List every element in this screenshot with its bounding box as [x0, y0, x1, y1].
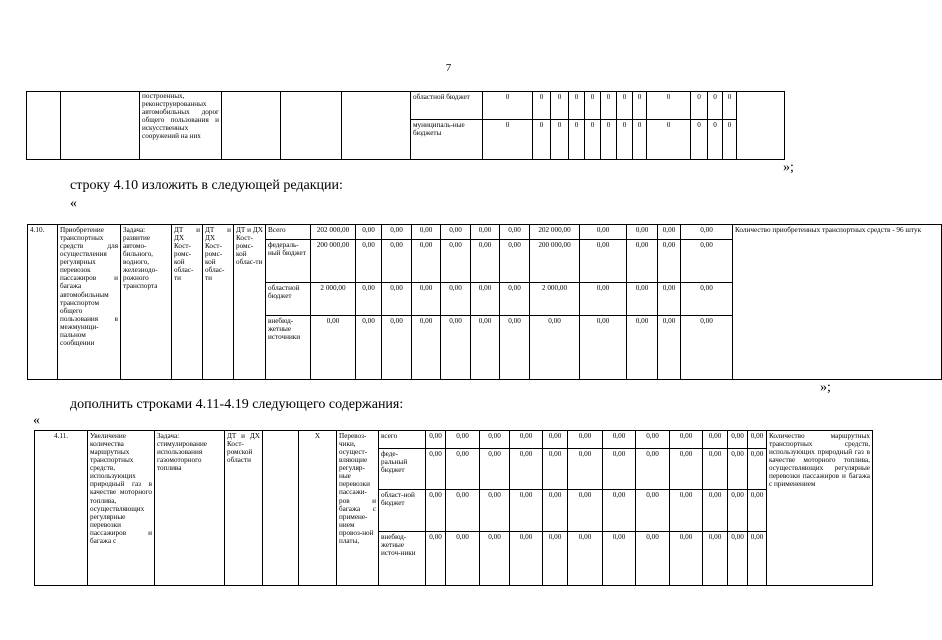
activity-name: Увеличение количества маршрутных транспортных средств, использующих природный газ в качестве моторного топлива, осуществляющих регулярные перевозки пассажиров и багажа с — [88, 431, 155, 586]
value-cell: 0,00 — [580, 283, 627, 316]
value-cell: 0,00 — [311, 316, 356, 380]
value-cell: 0 — [647, 120, 691, 160]
value-cell: 0 — [585, 120, 601, 160]
value-cell: 0,00 — [412, 283, 441, 316]
value-cell: 0,00 — [748, 431, 767, 449]
value-cell: 0,00 — [568, 449, 603, 490]
cell-empty — [737, 92, 785, 160]
cell-empty — [27, 92, 61, 160]
opening-quote: « — [33, 413, 40, 428]
value-cell: 0,00 — [658, 316, 681, 380]
value-cell: 0,00 — [356, 225, 382, 240]
value-cell: 0 — [483, 120, 533, 160]
value-cell: 0 — [533, 120, 551, 160]
value-cell: 0,00 — [658, 283, 681, 316]
value-cell: 0 — [533, 92, 551, 120]
value-cell: 0,00 — [412, 225, 441, 240]
cell-empty — [263, 431, 299, 586]
value-cell: 0,00 — [703, 449, 728, 490]
value-cell: 0,00 — [568, 431, 603, 449]
value-cell: 0,00 — [603, 532, 636, 586]
task-text: Задача: стимулирование использования газомоторного топлива — [155, 431, 225, 586]
value-cell: 0 — [617, 92, 633, 120]
value-cell: 0,00 — [480, 532, 510, 586]
value-cell: 0,00 — [426, 532, 446, 586]
value-cell: 0,00 — [748, 532, 767, 586]
value-cell: 0,00 — [670, 532, 703, 586]
value-cell: 0,00 — [627, 283, 658, 316]
value-cell: 0,00 — [426, 449, 446, 490]
value-cell: 0,00 — [627, 316, 658, 380]
cell-empty — [281, 92, 342, 160]
value-cell: 0,00 — [543, 449, 568, 490]
value-cell: 2 000,00 — [311, 283, 356, 316]
value-cell: 0 — [633, 120, 647, 160]
value-cell: 0,00 — [530, 316, 580, 380]
table-row-4-11 — [34, 430, 873, 586]
funding-source: областной бюджет — [411, 92, 483, 120]
value-cell: 200 000,00 — [311, 240, 356, 283]
value-cell: 0,00 — [480, 449, 510, 490]
value-cell: 0,00 — [480, 490, 510, 532]
value-cell: 0,00 — [441, 240, 471, 283]
task-text: Задача: развитие автомо-бильного, водного, железнодо-рожного транспорта — [121, 225, 172, 380]
value-cell: 0,00 — [543, 431, 568, 449]
value-cell: 0,00 — [636, 431, 670, 449]
value-cell: 0,00 — [446, 490, 480, 532]
value-cell: 0,00 — [681, 240, 733, 283]
indicator-text: построенных, реконструированных автомобильных дорог общего пользования и искусственных сооружений на них — [140, 92, 222, 160]
value-cell: 0,00 — [580, 240, 627, 283]
value-cell: 0,00 — [382, 225, 412, 240]
value-cell: 0 — [691, 120, 708, 160]
funding-source: Всего — [266, 225, 311, 240]
row-number: 4.10. — [28, 225, 58, 380]
value-cell: 0 — [708, 120, 723, 160]
value-cell: 0,00 — [603, 431, 636, 449]
executor-text: ДТ и ДХ Кост-ромс-кой облас-ти — [172, 225, 203, 380]
value-cell: 0 — [601, 120, 617, 160]
funding-source: феде-ральный бюджет — [379, 449, 426, 490]
value-cell: 0,00 — [543, 490, 568, 532]
table-row-4-10 — [27, 224, 942, 380]
value-cell: 0,00 — [568, 532, 603, 586]
value-cell: 0,00 — [510, 490, 543, 532]
value-cell: 0,00 — [382, 283, 412, 316]
value-cell: 0,00 — [426, 431, 446, 449]
value-cell: 0,00 — [703, 431, 728, 449]
value-cell: 0,00 — [446, 431, 480, 449]
value-cell: 0 — [723, 92, 737, 120]
closing-quote: »; — [783, 160, 794, 175]
value-cell: 0 — [601, 92, 617, 120]
value-cell: 0,00 — [670, 431, 703, 449]
value-cell: 0,00 — [441, 283, 471, 316]
value-cell: 0,00 — [500, 283, 530, 316]
value-cell: 0,00 — [510, 532, 543, 586]
value-cell: 0,00 — [728, 532, 748, 586]
value-cell: 0,00 — [356, 240, 382, 283]
value-cell: 0,00 — [500, 240, 530, 283]
funding-source: областной бюджет — [266, 283, 311, 316]
cell-empty — [342, 92, 411, 160]
value-cell: 0,00 — [412, 240, 441, 283]
closing-quote: »; — [820, 380, 831, 395]
value-cell: 0,00 — [603, 490, 636, 532]
value-cell: 0,00 — [500, 225, 530, 240]
executor-text: ДТ и ДХ Кост-ромс-кой облас-ти — [203, 225, 234, 380]
value-cell: 0,00 — [480, 431, 510, 449]
value-cell: 0,00 — [728, 449, 748, 490]
value-cell: 0,00 — [703, 532, 728, 586]
executor-text: ДТ и ДХ Кост-ромской области — [225, 431, 263, 586]
value-cell: 0,00 — [681, 283, 733, 316]
table-continuation — [26, 91, 785, 160]
value-cell: 0 — [617, 120, 633, 160]
value-cell: 0,00 — [356, 316, 382, 380]
value-cell: 0,00 — [748, 490, 767, 532]
value-cell: 0,00 — [636, 490, 670, 532]
funding-source: всего — [379, 431, 426, 449]
value-cell: 0 — [633, 92, 647, 120]
value-cell: 0,00 — [636, 532, 670, 586]
value-cell: 0,00 — [703, 490, 728, 532]
value-cell: 0,00 — [441, 225, 471, 240]
cell-empty — [61, 92, 140, 160]
value-cell: 0,00 — [412, 316, 441, 380]
value-cell: 0,00 — [658, 225, 681, 240]
funding-source: федераль-ный бюджет — [266, 240, 311, 283]
value-cell: 0 — [569, 120, 585, 160]
cell-empty — [222, 92, 281, 160]
value-cell: 0,00 — [636, 449, 670, 490]
opening-quote: « — [70, 196, 77, 211]
value-cell: 0,00 — [580, 225, 627, 240]
value-cell: 0,00 — [471, 316, 500, 380]
executor-text: ДТ и ДХ Кост-ромс-кой облас-ти — [234, 225, 266, 380]
value-cell: 0,00 — [748, 449, 767, 490]
value-cell: 202 000,00 — [530, 225, 580, 240]
page-number: 7 — [445, 62, 452, 74]
value-cell: 0,00 — [670, 490, 703, 532]
activity-name: Приобретение транспортных средств для осуществления регулярных перевозок пассажиров и багажа автомобильным транспортом общего пользования в межмуници-пальном сообщении — [58, 225, 121, 380]
value-cell: 0,00 — [568, 490, 603, 532]
result-text: Количество маршрутных транспортных средств, использующих природный газ в качестве моторного топлива, осуществляющих регулярные перевозки пассажиров и багажа с применением — [767, 431, 873, 586]
value-cell: 0,00 — [543, 532, 568, 586]
value-cell: 0 — [551, 92, 569, 120]
value-cell: 0 — [708, 92, 723, 120]
value-cell: 0 — [585, 92, 601, 120]
table-row — [28, 225, 942, 240]
instruction-heading: дополнить строками 4.11-4.19 следующего содержания: — [70, 397, 404, 412]
value-cell: 0,00 — [441, 316, 471, 380]
funding-source: област-ной бюджет — [379, 490, 426, 532]
value-cell: 0 — [647, 92, 691, 120]
value-cell: 0,00 — [471, 240, 500, 283]
value-cell: 0 — [483, 92, 533, 120]
value-cell: 0,00 — [382, 240, 412, 283]
table-row — [35, 431, 873, 449]
value-cell: 0,00 — [681, 225, 733, 240]
value-cell: 0,00 — [670, 449, 703, 490]
value-cell: 0 — [569, 92, 585, 120]
value-cell: 0 — [723, 120, 737, 160]
value-cell: 0,00 — [500, 316, 530, 380]
funding-source: внебюд-жетные источ-ники — [379, 532, 426, 586]
funding-source: внебюд-жетные источники — [266, 316, 311, 380]
value-cell: 0,00 — [446, 532, 480, 586]
value-cell: 0,00 — [681, 316, 733, 380]
recipient-text: Перевоз-чики, осущест-вляющие регуляр-ные перевозки пассажи-ров и багажа с примене-нием провоз-ной платы, — [337, 431, 379, 586]
value-cell: 0,00 — [728, 490, 748, 532]
value-cell: 200 000,00 — [530, 240, 580, 283]
value-cell: 0,00 — [658, 240, 681, 283]
value-cell: 0 — [551, 120, 569, 160]
value-cell: 202 000,00 — [311, 225, 356, 240]
value-cell: 0,00 — [580, 316, 627, 380]
value-cell: 0,00 — [382, 316, 412, 380]
result-text: Количество приобретенных транспортных средств - 96 штук — [733, 225, 942, 380]
table-row — [27, 92, 785, 120]
value-cell: 0,00 — [446, 449, 480, 490]
value-cell: 0,00 — [728, 431, 748, 449]
value-cell: 2 000,00 — [530, 283, 580, 316]
value-cell: 0,00 — [356, 283, 382, 316]
instruction-heading: строку 4.10 изложить в следующей редакции: — [70, 178, 343, 193]
value-cell: 0,00 — [603, 449, 636, 490]
value-cell: 0,00 — [627, 240, 658, 283]
value-cell: 0,00 — [627, 225, 658, 240]
value-cell: 0,00 — [510, 431, 543, 449]
value-cell: 0,00 — [426, 490, 446, 532]
value-cell: 0,00 — [510, 449, 543, 490]
value-cell: 0,00 — [471, 283, 500, 316]
value-cell: 0 — [691, 92, 708, 120]
funding-source: муниципаль-ные бюджеты — [411, 120, 483, 160]
row-number: 4.11. — [35, 431, 88, 586]
value-cell: 0,00 — [471, 225, 500, 240]
mark-cell: Х — [299, 431, 337, 586]
